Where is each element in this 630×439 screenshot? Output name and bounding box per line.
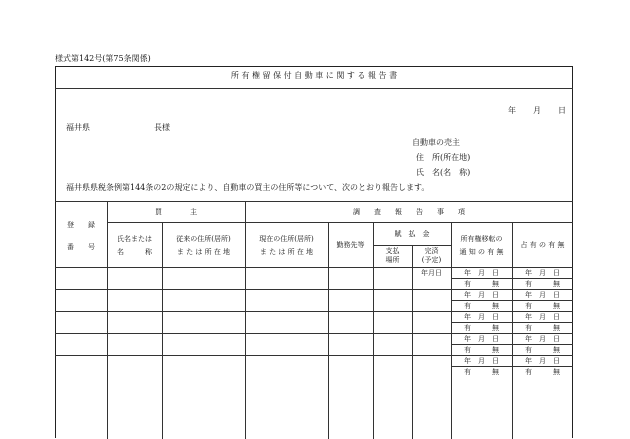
completion-header-line1: 完済 — [424, 247, 439, 255]
seller-address-label: 住 所(所在地) — [416, 153, 471, 162]
possession-yesno-cell: 有 無 — [525, 280, 560, 288]
previous-address-header-line1: 従来の住所(居所) — [176, 235, 231, 243]
report-title: 所 有 権 留 保 付 自 動 車 に 関 す る 報 告 書 — [230, 71, 398, 80]
possession-date-cell: 年 月 日 — [525, 269, 560, 277]
ownership-notice-header-line1: 所有権移転の — [460, 235, 503, 243]
statement-text: 福井県県税条例第144条の2の規定により、自動車の買主の住所等について、次のとおり報告します。 — [66, 183, 430, 192]
buyer-name-header-line2: 名 称 — [117, 248, 152, 256]
notice-yesno-cell: 有 無 — [464, 324, 499, 332]
possession-header: 占 有 の 有 無 — [520, 241, 565, 249]
possession-date-cell: 年 月 日 — [525, 291, 560, 299]
notice-date-cell: 年 月 日 — [464, 269, 499, 277]
survey-group-header: 調 査 報 告 事 項 — [353, 208, 465, 216]
possession-yesno-cell: 有 無 — [525, 324, 560, 332]
date-month-label: 月 — [533, 106, 541, 115]
previous-address-header-line2: ま た は 所 在 地 — [176, 248, 231, 256]
addressee-title: 長様 — [154, 123, 170, 132]
possession-yesno-cell: 有 無 — [525, 302, 560, 310]
employer-header: 勤務先等 — [336, 241, 365, 249]
notice-yesno-cell: 有 無 — [464, 302, 499, 310]
notice-date-cell: 年 月 日 — [464, 313, 499, 321]
date-year-label: 年 — [508, 106, 516, 115]
notice-yesno-cell: 有 無 — [464, 346, 499, 354]
seller-name-label: 氏 名(名 称) — [416, 168, 471, 177]
possession-yesno-cell: 有 無 — [525, 346, 560, 354]
completion-date-unit: 年月日 — [421, 269, 442, 277]
installment-header: 賦 払 金 — [394, 230, 430, 238]
form-number: 様式第142号(第75条関係) — [55, 54, 151, 63]
current-address-header-line2: ま た は 所 在 地 — [259, 248, 314, 256]
registration-header-line1: 登 録 — [67, 221, 95, 229]
date-day-label: 日 — [558, 106, 566, 115]
possession-date-cell: 年 月 日 — [525, 313, 560, 321]
notice-date-cell: 年 月 日 — [464, 291, 499, 299]
current-address-header-line1: 現在の住所(居所) — [259, 235, 314, 243]
paid-place-header-line1: 支払 — [385, 247, 400, 255]
possession-date-cell: 年 月 日 — [525, 335, 560, 343]
notice-date-cell: 年 月 日 — [464, 357, 499, 365]
addressee-prefecture: 福井県 — [66, 123, 90, 132]
possession-yesno-cell: 有 無 — [525, 368, 560, 376]
notice-date-cell: 年 月 日 — [464, 335, 499, 343]
paid-place-header-line2: 場所 — [385, 256, 400, 264]
seller-label: 自動車の売主 — [412, 138, 460, 147]
buyer-name-header-line1: 氏名または — [117, 235, 152, 243]
buyer-group-header: 買 主 — [155, 208, 197, 216]
notice-yesno-cell: 有 無 — [464, 368, 499, 376]
possession-date-cell: 年 月 日 — [525, 357, 560, 365]
ownership-notice-header-line2: 通 知 の 有 無 — [459, 248, 504, 256]
notice-yesno-cell: 有 無 — [464, 280, 499, 288]
registration-header-line2: 番 号 — [67, 243, 95, 251]
completion-header-line2: (予定) — [421, 256, 442, 264]
